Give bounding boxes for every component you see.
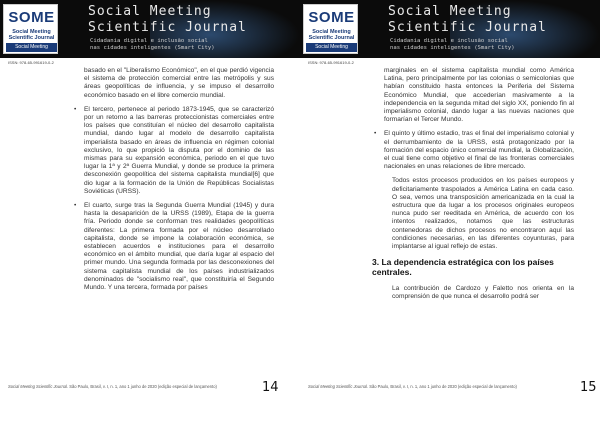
journal-title-line2: Scientific Journal [388,20,547,35]
journal-subtitle [90,38,215,52]
journal-title-line1: Social Meeting [88,4,212,19]
logo-text: SOME [308,9,355,26]
journal-logo [3,4,58,54]
journal-subtitle-line2: nas cidades inteligentes (Smart City) [390,45,515,51]
logo-text: SOME [8,9,55,26]
footer-details: . São Paulo, Brasil, v. I, n. 1, ano 1 junho de 2020 (edição especial de lançamento) [366,384,517,389]
bullet-item: • El cuarto, surge tras la Segunda Guerra Mundial (1945) y dura hasta la desaparición de la URSS (1989), Etapa de la guerra fría. Periodo donde se conforman tres realidades geopolíticas diferentes: La primera formada por el núcleo desarrollado capitalista, donde se impone la colaboración económica, se establecen acuerdos e instituciones para el desarrollo económico en el ámbito mundial, que daría lugar al espacio del primer mundo. Una segunda formada por las desconexiones del sistema capitalista mundial de los países industrializados denominados de "socialismo real", que constituiría el Segundo Mundo. Y una tercera, formada por países [72,202,274,292]
logo-subtitle [6,29,57,41]
logo-line2: Scientific Journal [308,35,355,41]
logo-bar: Social Meeting [6,43,57,52]
logo-line1: Social Meeting [12,29,51,35]
footer-journal: Social Meeting Scientific Journal [308,384,367,389]
page-footer [308,384,517,389]
logo-bar: Social Meeting [306,43,357,52]
page-right [300,0,600,424]
page-number: 15 [580,380,597,395]
journal-logo [303,4,358,54]
paragraph: basado en el "Liberalismo Económico", en el que perdió vigencia el sistema de protección comercial entre las metrópolis y sus áreas geopolíticas de influencia, y se impuso el desarrollo económico basado en el libre comercio mundial. [84,67,274,99]
bullet-item: • El quinto y último estadio, tras el final del imperialismo colonial y el derrumbamiento de la URSS, está protagonizado por la formación del espacio único comercial mundial, la Globalización, el cual tiene como objetivo el final de las fronteras comerciales nacionales en unas relaciones de libre mercado. [372,130,574,171]
journal-subtitle-line1: Cidadania digital e inclusão social [390,38,508,44]
paragraph: marginales en el sistema capitalista mundial como América Latina, pero principalmente por las colonias o semicolonias que habían constituido hasta entonces la Periferia del Sistema Económico Mundial, que accederían masivamente a la independencia en la segunda mitad del siglo XX, poniendo fin al imperialismo colonial, dando lugar a las nuevas naciones que formarían el Tercer Mundo. [384,67,574,124]
text-column [72,67,274,298]
section-heading: 3. La dependencia estratégica con los países centrales. [372,257,554,278]
journal-subtitle-line2: nas cidades inteligentes (Smart City) [90,45,215,51]
journal-banner [0,0,300,58]
text-column [372,67,574,308]
logo-line2: Scientific Journal [8,35,55,41]
issn: ISSN: 978-65-991619-0-2 [308,60,354,65]
issn: ISSN: 978-65-991619-0-2 [8,60,54,65]
journal-title-line1: Social Meeting [388,4,512,19]
page-footer [8,384,217,389]
paragraph: La contribución de Cardozo y Faletto nos orienta en la comprensión de que nunca el desarrollo podrá ser [392,285,574,301]
footer-journal: Social Meeting Scientific Journal [8,384,67,389]
journal-subtitle [390,38,515,52]
journal-subtitle-line1: Cidadania digital e inclusão social [90,38,208,44]
page-number: 14 [262,380,279,395]
logo-line1: Social Meeting [312,29,351,35]
bullet-item: • El tercero, pertenece al periodo 1873-1945, que se caracterizó por un retorno a las barreras proteccionistas comerciales entre los países que constituían el núcleo del desarrollo capitalista mundial, dando lugar al modelo de desarrollo capitalista imperialista basado en áreas de influencia en régimen colonial exclusivo, lo que propició la disputa por el dominio de las mismas para su expansión económica, periodo en el que tuvo lugar la 1ª y 2ª Guerra Mundial, y donde se produce la primera desconexión geopolítica del sistema capitalista mundial[6] que dio lugar a la formación de la Unión de Repúblicas Socialistas Soviéticas (URSS). [72,106,274,196]
journal-banner [300,0,600,58]
journal-title-line2: Scientific Journal [88,20,247,35]
footer-details: . São Paulo, Brasil, v. I, n. 1, ano 1 junho de 2020 (edição especial de lançamento) [66,384,217,389]
logo-subtitle [306,29,357,41]
paragraph: Todos estos procesos producidos en los países europeos y deficitariamente traspolados a América Latina en cada caso. O sea, vemos una transposición americanizada en la cual la estructura que da lugar a los procesos originales europeos nunca pudo ser reeditada en América, de acuerdo con los intentos realizados, notamos que las estructuras contenedoras de dichos procesos no encontraron aquí las condiciones necesarias, en las diferentes coyunturas, para implantarse al igual reflejo de estas. [392,177,574,251]
